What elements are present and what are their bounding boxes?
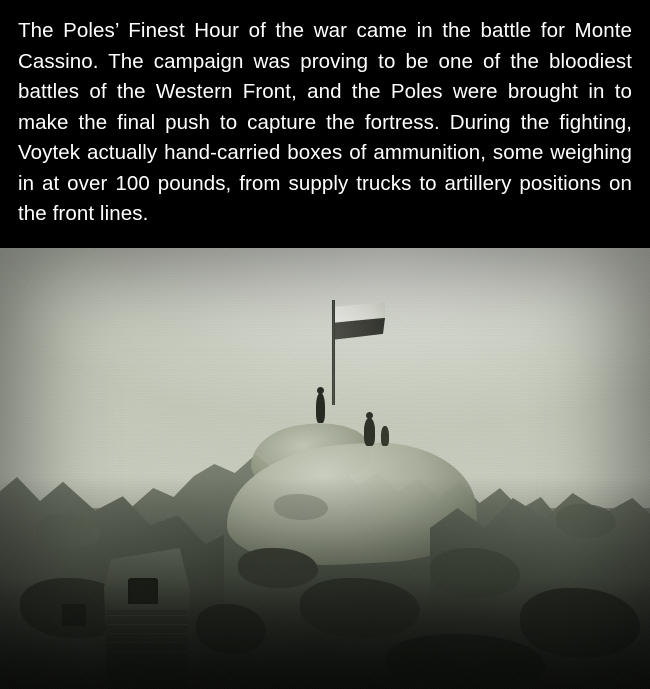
photograph: [0, 248, 650, 689]
photograph-scene: [0, 248, 650, 689]
soldier-silhouette: [364, 418, 375, 446]
foreground-shadow: [0, 579, 650, 689]
flag-on-pole: [335, 301, 385, 339]
caption-block: [0, 0, 650, 248]
soldier-silhouette: [316, 393, 325, 423]
caption-text: The Poles’ Finest Hour of the war came in the battle for Monte Cassino. The campaign was proving to be one of the bloodiest battles of the Western Front, and the Poles were brought in to make the final push to capture the fortress. During the fighting, Voytek actually hand-carried boxes of ammunition, some weighing in at over 100 pounds, from supply trucks to artillery positions on the front lines.: [18, 19, 638, 225]
soldier-silhouette: [381, 426, 389, 446]
